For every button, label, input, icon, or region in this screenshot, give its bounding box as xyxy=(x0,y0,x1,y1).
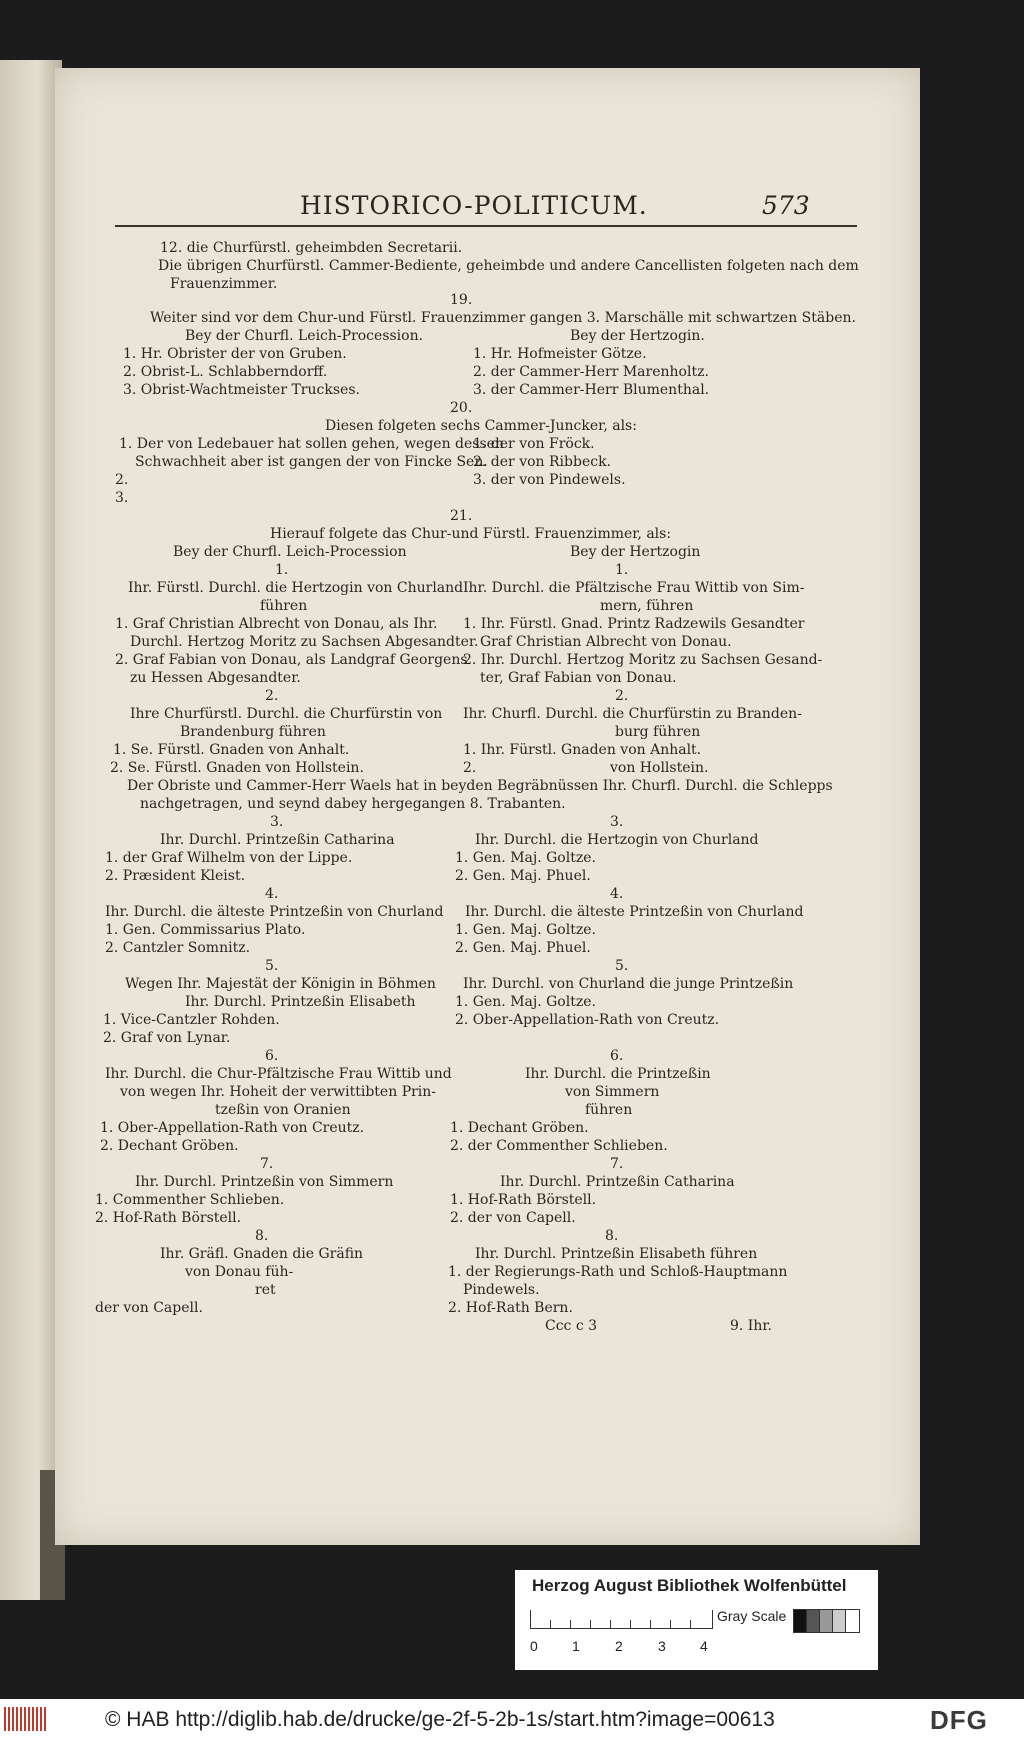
text-line: 1. Gen. Maj. Goltze. xyxy=(455,994,596,1010)
text-line: 1. Commenther Schlieben. xyxy=(95,1192,285,1208)
text-line: 12. die Churfürstl. geheimbden Secretarii. xyxy=(160,240,463,256)
text-line: 3. der Cammer-Herr Blumenthal. xyxy=(473,382,710,398)
text-line: 2. Gen. Maj. Phuel. xyxy=(455,940,591,956)
barcode-icon xyxy=(4,1707,46,1731)
gray-scale-label: Gray Scale xyxy=(717,1608,787,1624)
text-line: 20. xyxy=(450,400,473,416)
text-line: 7. xyxy=(610,1156,624,1172)
text-line: 2. Obrist-L. Schlabberndorff. xyxy=(123,364,328,380)
text-line: Ihr. Churfl. Durchl. die Churfürstin zu Branden- xyxy=(463,706,802,722)
text-line: 1. Vice-Cantzler Rohden. xyxy=(103,1012,280,1028)
text-line: von wegen Ihr. Hoheit der verwittibten Prin- xyxy=(120,1084,437,1100)
text-line: 2. Præsident Kleist. xyxy=(105,868,246,884)
text-line: 1. xyxy=(615,562,629,578)
scale-label: 2 xyxy=(615,1638,623,1654)
text-line: Ccc c 3 xyxy=(545,1318,598,1334)
text-line: Ihr. Durchl. die Hertzogin von Churland xyxy=(475,832,759,848)
text-line: 1. der Graf Wilhelm von der Lippe. xyxy=(105,850,353,866)
text-line: Schwachheit aber ist gangen der von Fincke Sen. xyxy=(135,454,488,470)
dfg-logo: DFG xyxy=(930,1705,988,1735)
scale-label: 3 xyxy=(658,1638,666,1654)
text-line: 5. xyxy=(265,958,279,974)
text-line: 2. Gen. Maj. Phuel. xyxy=(455,868,591,884)
text-line: 1. Gen. Commissarius Plato. xyxy=(105,922,306,938)
text-line: Ihre Churfürstl. Durchl. die Churfürstin von xyxy=(130,706,443,722)
text-line: 8. xyxy=(255,1228,269,1244)
text-line: 3. der von Pindewels. xyxy=(473,472,626,488)
text-line: 3. Obrist-Wachtmeister Truckses. xyxy=(123,382,360,398)
text-line: der von Capell. xyxy=(95,1300,203,1316)
text-line: 4. xyxy=(610,886,624,902)
header-rule xyxy=(115,225,857,227)
text-line: 2. xyxy=(463,760,477,776)
text-line: Ihr. Durchl. die Printzeßin xyxy=(525,1066,711,1082)
text-line: 1. Graf Christian Albrecht von Donau, als Ihr. xyxy=(115,616,438,632)
text-line: Ihr. Fürstl. Durchl. die Hertzogin von Churland xyxy=(128,580,464,596)
text-line: Ihr. Durchl. die älteste Printzeßin von Churland xyxy=(105,904,444,920)
text-line: Ihr. Durchl. Printzeßin Catharina xyxy=(500,1174,735,1190)
text-line: tzeßin von Oranien xyxy=(215,1102,351,1118)
text-line: 2. der Cammer-Herr Marenholtz. xyxy=(473,364,709,380)
text-line: Ihr. Durchl. die Pfältzische Frau Wittib von Sim- xyxy=(463,580,805,596)
text-line: 2. Se. Fürstl. Gnaden von Hollstein. xyxy=(110,760,364,776)
text-line: 21. xyxy=(450,508,473,524)
text-line: 3. xyxy=(270,814,284,830)
text-line: 2. Ober-Appellation-Rath von Creutz. xyxy=(455,1012,720,1028)
text-line: 2. Hof-Rath Börstell. xyxy=(95,1210,242,1226)
text-line: 2. Dechant Gröben. xyxy=(100,1138,239,1154)
text-line: 2. xyxy=(265,688,279,704)
text-line: führen xyxy=(260,598,308,614)
text-line: Bey der Churfl. Leich-Procession xyxy=(173,544,407,560)
book-page xyxy=(55,68,920,1545)
text-line: 2. der von Ribbeck. xyxy=(473,454,612,470)
text-line: Ihr. Durchl. von Churland die junge Printzeßin xyxy=(463,976,794,992)
text-line: zu Hessen Abgesandter. xyxy=(130,670,301,686)
text-line: Ihr. Gräfl. Gnaden die Gräfin xyxy=(160,1246,364,1262)
text-line: Graf Christian Albrecht von Donau. xyxy=(480,634,732,650)
page-number: 573 xyxy=(762,191,810,220)
text-line: 2. der Commenther Schlieben. xyxy=(450,1138,668,1154)
text-line: Bey der Hertzogin xyxy=(570,544,701,560)
scale-label: 1 xyxy=(572,1638,580,1654)
text-line: 2. Cantzler Somnitz. xyxy=(105,940,251,956)
text-line: nachgetragen, und seynd dabey hergegangen 8. Trabanten. xyxy=(140,796,566,812)
scale-label: 0 xyxy=(530,1638,538,1654)
left-page-edge xyxy=(0,60,62,1600)
text-line: von Hollstein. xyxy=(610,760,709,776)
text-line: 1. xyxy=(275,562,289,578)
text-line: 1. Gen. Maj. Goltze. xyxy=(455,922,596,938)
text-line: 1. Gen. Maj. Goltze. xyxy=(455,850,596,866)
text-line: 2. xyxy=(615,688,629,704)
text-line: 1. Ihr. Fürstl. Gnaden von Anhalt. xyxy=(463,742,702,758)
text-line: Ihr. Durchl. Printzeßin Elisabeth xyxy=(185,994,416,1010)
text-line: von Donau füh- xyxy=(185,1264,294,1280)
text-line: 2. Ihr. Durchl. Hertzog Moritz zu Sachsen Gesand- xyxy=(463,652,823,668)
text-line: Wegen Ihr. Majestät der Königin in Böhmen xyxy=(125,976,436,992)
text-line: 1. Se. Fürstl. Gnaden von Anhalt. xyxy=(113,742,350,758)
library-color-card xyxy=(515,1570,878,1670)
text-line: Hierauf folgete das Chur-und Fürstl. Frauenzimmer, als: xyxy=(270,526,672,542)
text-line: burg führen xyxy=(615,724,701,740)
text-line: Ihr. Durchl. die Chur-Pfältzische Frau Wittib und xyxy=(105,1066,452,1082)
text-line: Der Obriste und Cammer-Herr Waels hat in beyden Begräbnüssen Ihr. Churfl. Durchl. die Schlepps xyxy=(127,778,833,794)
text-line: 3. xyxy=(610,814,624,830)
text-line: 1. Hr. Hofmeister Götze. xyxy=(473,346,647,362)
text-line: ter, Graf Fabian von Donau. xyxy=(480,670,677,686)
text-line: Frauenzimmer. xyxy=(170,276,278,292)
text-line: 7. xyxy=(260,1156,274,1172)
text-line: führen xyxy=(585,1102,633,1118)
text-line: 2. der von Capell. xyxy=(450,1210,576,1226)
text-line: Bey der Churfl. Leich-Procession. xyxy=(185,328,424,344)
text-line: 1. Ihr. Fürstl. Gnad. Printz Radzewils Gesandter xyxy=(463,616,805,632)
text-line: 1. Der von Ledebauer hat sollen gehen, wegen dessen xyxy=(119,436,504,452)
text-line: 5. xyxy=(615,958,629,974)
text-line: 8. xyxy=(605,1228,619,1244)
text-line: 2. Graf von Lynar. xyxy=(103,1030,231,1046)
text-line: Ihr. Durchl. die älteste Printzeßin von Churland xyxy=(465,904,804,920)
text-line: Bey der Hertzogin. xyxy=(570,328,705,344)
text-line: Ihr. Durchl. Printzeßin Elisabeth führen xyxy=(475,1246,758,1262)
text-line: 19. xyxy=(450,292,473,308)
text-line: Durchl. Hertzog Moritz zu Sachsen Abgesandter. xyxy=(130,634,479,650)
text-line: 2. Graf Fabian von Donau, als Landgraf Georgens xyxy=(115,652,468,668)
text-line: Ihr. Durchl. Printzeßin von Simmern xyxy=(135,1174,394,1190)
text-line: Ihr. Durchl. Printzeßin Catharina xyxy=(160,832,395,848)
text-line: 1. der von Fröck. xyxy=(473,436,595,452)
text-line: 1. Hr. Obrister der von Gruben. xyxy=(123,346,347,362)
text-line: 6. xyxy=(265,1048,279,1064)
text-line: 3. xyxy=(115,490,129,506)
text-line: 2. Hof-Rath Bern. xyxy=(448,1300,573,1316)
text-line: 4. xyxy=(265,886,279,902)
text-line: Diesen folgeten sechs Cammer-Juncker, als: xyxy=(325,418,637,434)
source-url[interactable]: © HAB http://diglib.hab.de/drucke/ge-2f-5-2b-1s/start.htm?image=00613 xyxy=(105,1708,775,1731)
running-header: HISTORICO-POLITICUM. xyxy=(300,191,648,220)
scale-ruler xyxy=(530,1610,713,1629)
scale-label: 4 xyxy=(700,1638,708,1654)
text-line: ret xyxy=(255,1282,276,1298)
text-line: Weiter sind vor dem Chur-und Fürstl. Frauenzimmer gangen 3. Marschälle mit schwartzen Stäben. xyxy=(150,310,856,326)
text-line: 1. der Regierungs-Rath und Schloß-Hauptmann xyxy=(448,1264,788,1280)
text-line: 6. xyxy=(610,1048,624,1064)
text-line: Brandenburg führen xyxy=(180,724,326,740)
text-line: 9. Ihr. xyxy=(730,1318,772,1334)
text-line: von Simmern xyxy=(565,1084,660,1100)
gray-swatch xyxy=(845,1609,860,1633)
footer-bar xyxy=(0,1699,1024,1739)
text-line: 1. Ober-Appellation-Rath von Creutz. xyxy=(100,1120,365,1136)
text-line: 2. xyxy=(115,472,129,488)
text-line: mern, führen xyxy=(600,598,694,614)
library-name: Herzog August Bibliothek Wolfenbüttel xyxy=(532,1576,847,1595)
text-line: Die übrigen Churfürstl. Cammer-Bediente, geheimbde und andere Cancellisten folgeten nach dem xyxy=(158,258,859,274)
text-line: Pindewels. xyxy=(463,1282,540,1298)
text-line: 1. Dechant Gröben. xyxy=(450,1120,589,1136)
text-line: 1. Hof-Rath Börstell. xyxy=(450,1192,597,1208)
